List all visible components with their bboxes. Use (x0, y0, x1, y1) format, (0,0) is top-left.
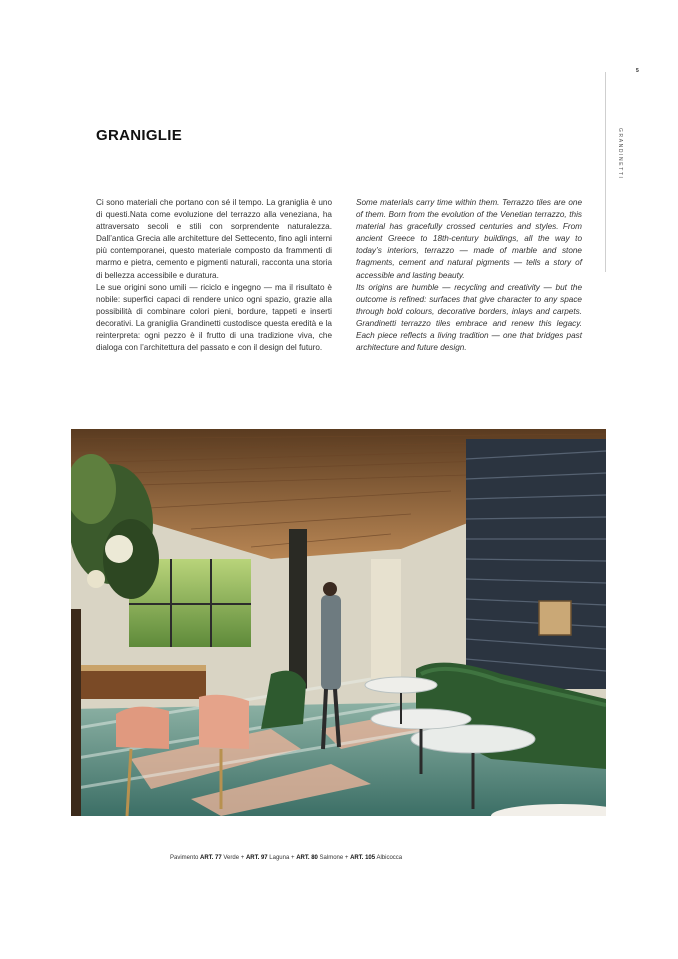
caption-separator: + (344, 855, 349, 861)
caption-prefix: Pavimento (170, 855, 199, 861)
english-paragraph: Its origins are humble — recycling and creativity — but the outcome is refined: surfaces that give character to any space through bold colours, decorative borders, inlays and carpets. Grandinetti terrazzo tiles embrace and renew this legacy. Each piece reflects a living tradition — one that bridges past architecture and future design. (356, 282, 582, 353)
page-title: GRANIGLIE (96, 127, 183, 144)
caption-separator: + (240, 855, 245, 861)
photo-caption (170, 855, 402, 861)
caption-article-name: Albicocca (376, 855, 403, 861)
brand-vertical: GRANDINETTI (617, 128, 623, 180)
english-paragraph: Some materials carry time within them. Terrazzo tiles are one of them. Born from the evolution of the Venetian terrazzo, this material has gracefully crossed centuries and styles. From ancient Greece to 18th-century buildings, all the way to today’s interiors, terrazzo — made of marble and stone fragments, cement and natural pigments — tells a story of accessible and lasting beauty. (356, 198, 582, 280)
italian-paragraph: Le sue origini sono umili — riciclo e ingegno — ma il risultato è nobile: superfici capaci di rendere unico ogni spazio, grazie alla possibilità di combinare colori pieni, bordure, tappeti e inserti decorativi. La graniglia Grandinetti custodisce questa eredità e la reinterpreta: ogni pezzo è il frutto di una tradizione viva, che dialoga con l’architettura del passato e con il design del futuro. (96, 282, 332, 353)
caption-article-code: ART. 97 (245, 855, 268, 861)
restaurant-interior-photo (71, 429, 606, 816)
caption-article-name: Laguna (269, 855, 290, 861)
english-text-column (356, 197, 582, 354)
italian-text-column (96, 197, 332, 354)
page-number: 5 (636, 68, 639, 74)
side-divider (605, 72, 606, 272)
caption-article-name: Salmone (319, 855, 344, 861)
italian-paragraph: Ci sono materiali che portano con sé il tempo. La graniglia è uno di questi.Nata come evoluzione del terrazzo alla veneziana, ha attraversato secoli e stili con sorprendente naturalezza. Dall’antica Grecia alle architetture del Settecento, fino agli interni più contemporanei, questo materiale composto da frammenti di marmo e pietra, cemento e pigmenti naturali, racconta una storia di bellezza accessibile e duratura. (96, 198, 332, 280)
caption-separator: + (291, 855, 295, 861)
caption-article-code: ART. 77 (200, 855, 222, 861)
caption-article-code: ART. 80 (296, 855, 318, 861)
caption-article-code: ART. 105 (350, 855, 376, 861)
caption-article-name: Verde (223, 855, 240, 861)
